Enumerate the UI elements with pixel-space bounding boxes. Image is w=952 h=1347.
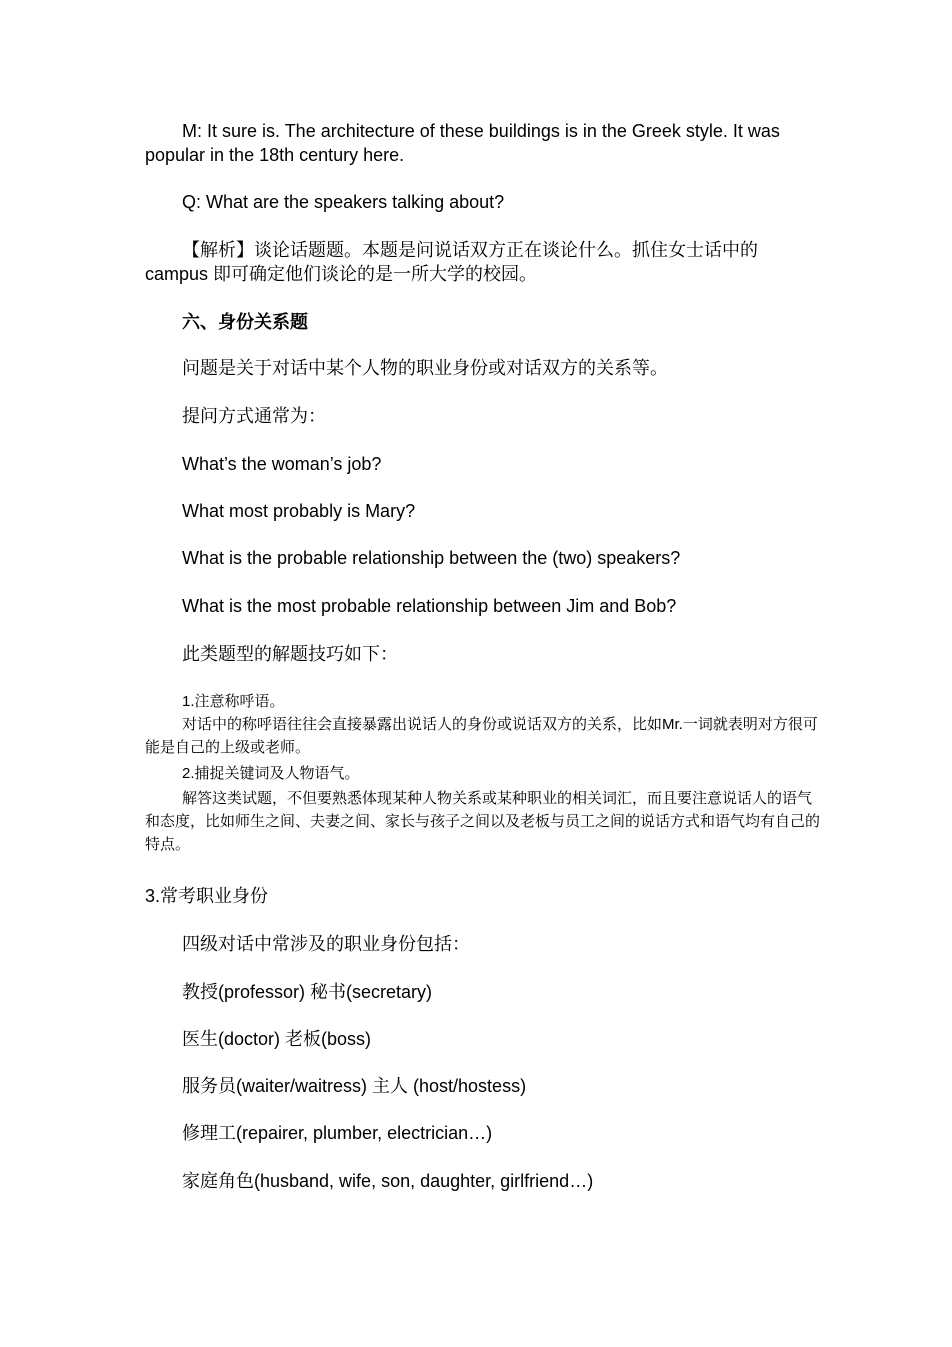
tip2-number: 2. [182,765,195,782]
tip2-body: 解答这类试题，不但要熟悉体现某种人物关系或某种职业的相关词汇，而且要注意说话人的语气和态度，比如师生之间、夫妻之间、家长与孩子之间以及老板与员工之间的说话方式和语气均有自己的特点。 [145,791,821,853]
job-line: 修理工(repairer, plumber, electrician…) [182,1123,493,1143]
question-example: What most probably is Mary? [182,501,416,521]
tip1-number: 1. [182,693,195,710]
tip2-title [145,762,820,786]
section-heading-common-jobs: 3.常考职业身份 [145,886,269,906]
tip1-body-a: 对话中的称呼语往往会直接暴露出说话人的身份或说话双方的关系，比如 [182,717,663,733]
analysis-paragraph: 【解析】谈论话题题。本题是问说话双方正在谈论什么。抓住女士话中的campus 即可确定他们谈论的是一所大学的校园。 [145,240,758,284]
tip1-body-b: 一词就表明对方很可能是自己的上级或老师。 [145,717,818,756]
ask-label: 提问方式通常为： [182,406,326,426]
tips-label: 此类题型的解题技巧如下： [182,644,398,664]
tip1-body-mr: Mr. [662,716,683,733]
dialogue-question: Q: What are the speakers talking about? [182,192,505,212]
job-line: 教授(professor) 秘书(secretary) [182,982,433,1002]
section-intro: 问题是关于对话中某个人物的职业身份或对话双方的关系等。 [182,358,668,378]
job-line: 医生(doctor) 老板(boss) [182,1029,372,1049]
jobs-intro: 四级对话中常涉及的职业身份包括： [182,934,470,954]
tip1-title-text: 注意称呼语。 [194,694,285,710]
section-heading-identity: 六、身份关系题 [182,312,308,332]
job-line: 家庭角色(husband, wife, son, daughter, girlfriend…) [182,1171,594,1191]
tip2-title-text: 捕捉关键词及人物语气。 [194,766,360,782]
tip1-title [145,690,820,714]
question-example: What is the most probable relationship between Jim and Bob? [182,596,677,616]
question-example: What is the probable relationship between the (two) speakers? [182,548,681,568]
job-line: 服务员(waiter/waitress) 主人 (host/hostess) [182,1076,527,1096]
tip1-body [145,713,820,760]
question-example: What’s the woman’s job? [182,454,382,474]
dialogue-man-line: M: It sure is. The architecture of these buildings is in the Greek style. It was popular in the 18th century here. [145,121,780,165]
